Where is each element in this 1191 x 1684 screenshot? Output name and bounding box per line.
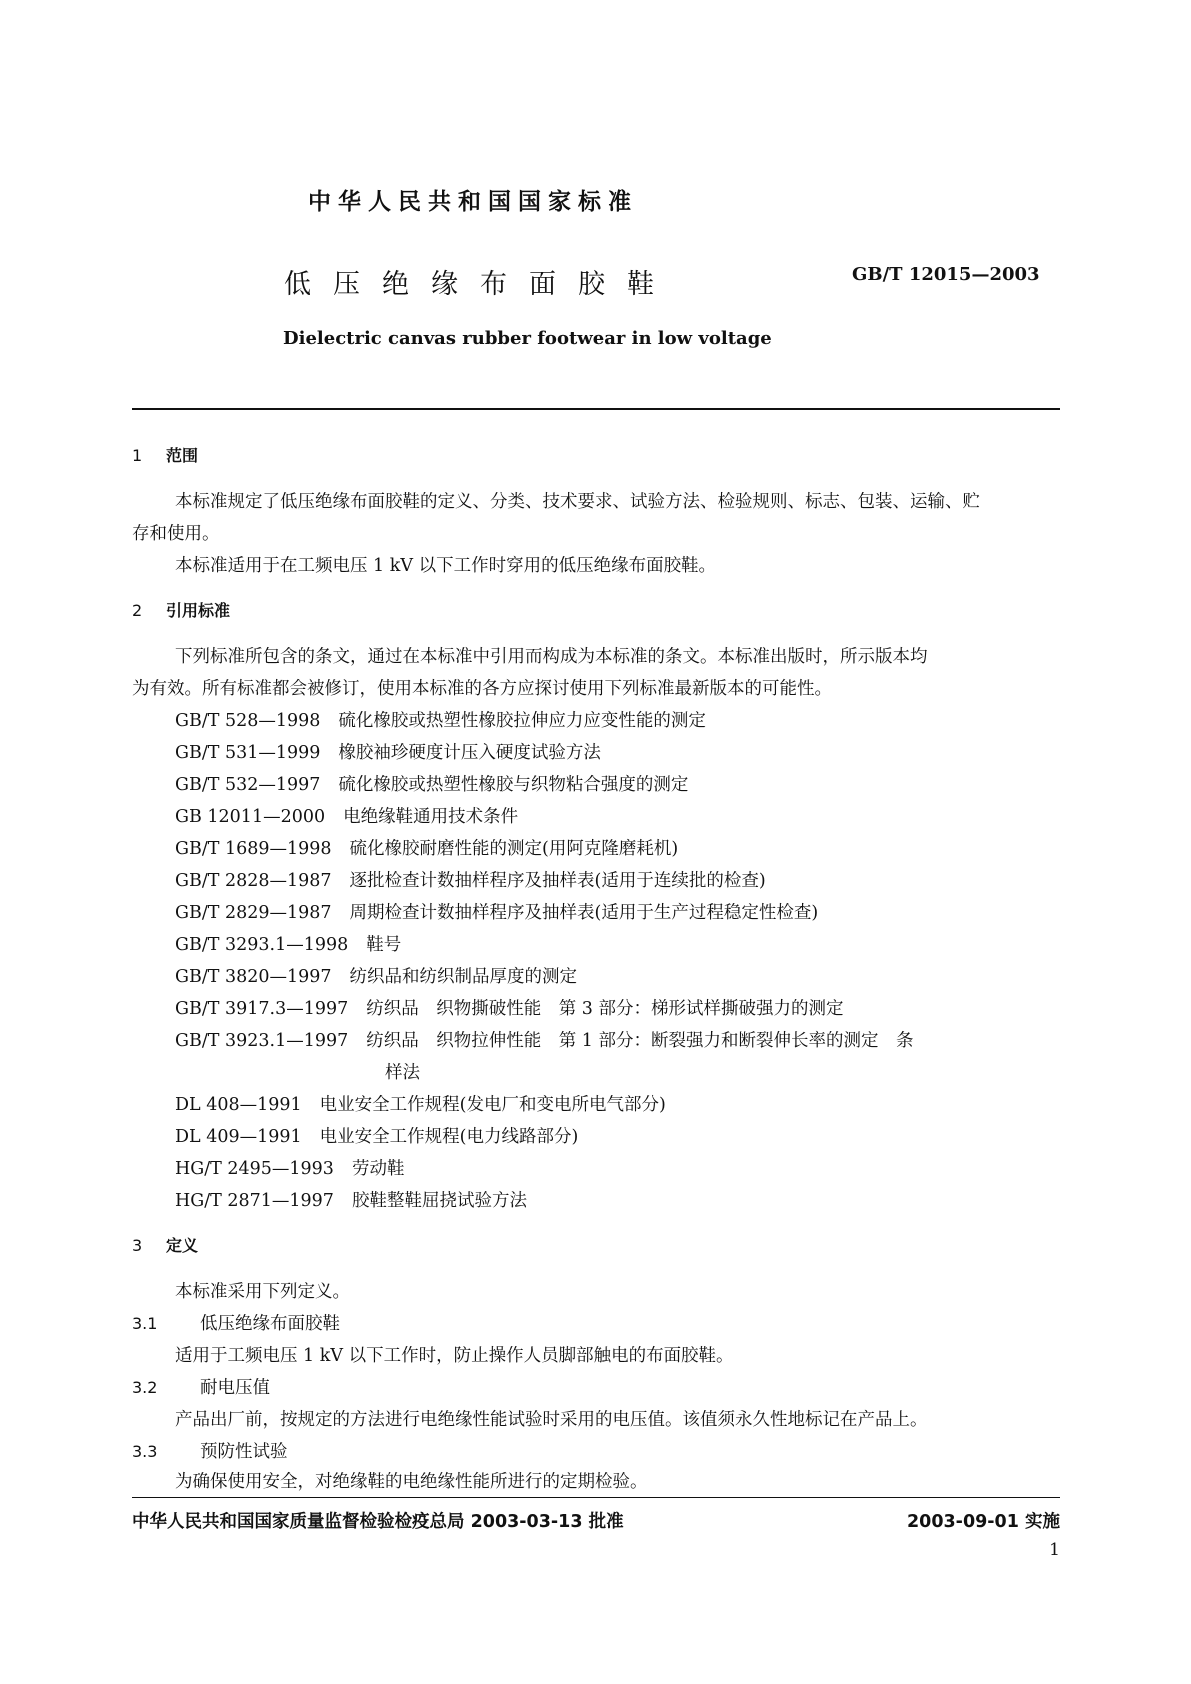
section-number: 3 bbox=[132, 1236, 143, 1255]
section-3-heading bbox=[132, 1233, 198, 1256]
reference-title: 纺织品 织物拉伸性能 第 1 部分：断裂强力和断裂伸长率的测定 条 bbox=[366, 1031, 914, 1051]
section-number: 2 bbox=[132, 601, 143, 620]
reference-title: 纺织品 织物撕破性能 第 3 部分：梯形试样撕破强力的测定 bbox=[366, 999, 844, 1019]
reference-item bbox=[175, 1027, 914, 1052]
reference-title: 硫化橡胶或热塑性橡胶拉伸应力应变性能的测定 bbox=[338, 711, 706, 731]
section-title: 引用标准 bbox=[166, 601, 231, 620]
reference-item bbox=[175, 963, 577, 988]
reference-item bbox=[175, 835, 678, 860]
reference-item bbox=[175, 707, 706, 732]
paragraph-line: 本标准适用于在工频电压 1 kV 以下工作时穿用的低压绝缘布面胶鞋。 bbox=[175, 556, 717, 576]
reference-title: 橡胶袖珍硬度计压入硬度试验方法 bbox=[338, 743, 601, 763]
definition-term bbox=[132, 1374, 270, 1399]
definition-text: 产品出厂前，按规定的方法进行电绝缘性能试验时采用的电压值。该值须永久性地标记在产品上。 bbox=[175, 1410, 928, 1430]
reference-title: 周期检查计数抽样程序及抽样表(适用于生产过程稳定性检查) bbox=[349, 903, 819, 923]
reference-title: 纺织品和纺织制品厚度的测定 bbox=[349, 967, 578, 987]
definition-number: 3.1 bbox=[132, 1314, 158, 1333]
reference-code: GB/T 531—1999 bbox=[175, 743, 321, 763]
paragraph-line: 本标准规定了低压绝缘布面胶鞋的定义、分类、技术要求、试验方法、检验规则、标志、包装、运输、贮 bbox=[175, 492, 980, 512]
reference-item bbox=[175, 771, 688, 796]
reference-code: DL 408—1991 bbox=[175, 1095, 302, 1115]
reference-title: 胶鞋整鞋屈挠试验方法 bbox=[351, 1191, 527, 1211]
reference-title: 逐批检查计数抽样程序及抽样表(适用于连续批的检查) bbox=[349, 871, 766, 891]
reference-code: GB/T 1689—1998 bbox=[175, 839, 332, 859]
paragraph-line: 下列标准所包含的条文，通过在本标准中引用而构成为本标准的条文。本标准出版时，所示版本均 bbox=[175, 647, 928, 667]
national-standard-heading: 中华人民共和国国家标准 bbox=[308, 188, 638, 215]
reference-code: GB/T 2828—1987 bbox=[175, 871, 332, 891]
section-title: 范围 bbox=[166, 446, 199, 465]
term-label: 低压绝缘布面胶鞋 bbox=[200, 1314, 340, 1334]
reference-title: 电业安全工作规程(发电厂和变电所电气部分) bbox=[319, 1095, 666, 1115]
term-label: 预防性试验 bbox=[200, 1442, 288, 1462]
definition-text: 为确保使用安全，对绝缘鞋的电绝缘性能所进行的定期检验。 bbox=[175, 1472, 648, 1492]
reference-item bbox=[175, 899, 818, 924]
reference-item bbox=[175, 867, 766, 892]
reference-code: DL 409—1991 bbox=[175, 1127, 302, 1147]
section-2-heading bbox=[132, 598, 230, 621]
reference-title: 劳动鞋 bbox=[351, 1159, 405, 1179]
paragraph-line: 本标准采用下列定义。 bbox=[175, 1282, 350, 1302]
reference-title: 电业安全工作规程(电力线路部分) bbox=[319, 1127, 579, 1147]
paragraph-line: 存和使用。 bbox=[132, 524, 220, 544]
reference-code: GB/T 528—1998 bbox=[175, 711, 321, 731]
english-title: Dielectric canvas rubber footwear in low voltage bbox=[283, 328, 772, 349]
reference-item bbox=[175, 803, 518, 828]
reference-code: HG/T 2495—1993 bbox=[175, 1159, 334, 1179]
approval-line: 中华人民共和国国家质量监督检验检疫总局 2003-03-13 批准 bbox=[132, 1512, 624, 1532]
standard-code: GB/T 12015—2003 bbox=[852, 264, 1040, 285]
reference-code: GB/T 532—1997 bbox=[175, 775, 321, 795]
reference-item bbox=[175, 995, 844, 1020]
section-title: 定义 bbox=[166, 1236, 199, 1255]
reference-item bbox=[175, 739, 601, 764]
reference-item bbox=[175, 1123, 578, 1148]
section-1-heading bbox=[132, 443, 198, 466]
top-divider bbox=[132, 408, 1060, 410]
effective-date: 2003-09-01 实施 bbox=[906, 1512, 1060, 1532]
reference-item bbox=[175, 1187, 527, 1212]
reference-title: 硫化橡胶耐磨性能的测定(用阿克隆磨耗机) bbox=[349, 839, 679, 859]
reference-code: GB/T 2829—1987 bbox=[175, 903, 332, 923]
reference-code: GB/T 3923.1—1997 bbox=[175, 1031, 349, 1051]
section-number: 1 bbox=[132, 446, 143, 465]
reference-item bbox=[175, 931, 401, 956]
term-label: 耐电压值 bbox=[200, 1378, 270, 1398]
definition-number: 3.3 bbox=[132, 1442, 158, 1461]
paragraph-line: 为有效。所有标准都会被修订，使用本标准的各方应探讨使用下列标准最新版本的可能性。 bbox=[132, 679, 832, 699]
reference-title-continuation: 样法 bbox=[385, 1063, 420, 1083]
document-title: 低压绝缘布面胶鞋 bbox=[284, 269, 676, 300]
reference-title: 硫化橡胶或热塑性橡胶与织物粘合强度的测定 bbox=[338, 775, 689, 795]
definition-term bbox=[132, 1438, 288, 1463]
footer-divider bbox=[132, 1497, 1060, 1498]
definition-term bbox=[132, 1310, 340, 1335]
reference-code: GB 12011—2000 bbox=[175, 807, 326, 827]
reference-code: GB/T 3820—1997 bbox=[175, 967, 332, 987]
definition-number: 3.2 bbox=[132, 1378, 158, 1397]
reference-item bbox=[175, 1155, 404, 1180]
reference-code: GB/T 3293.1—1998 bbox=[175, 935, 349, 955]
reference-item bbox=[175, 1091, 666, 1116]
reference-title: 电绝缘鞋通用技术条件 bbox=[343, 807, 519, 827]
definition-text: 适用于工频电压 1 kV 以下工作时，防止操作人员脚部触电的布面胶鞋。 bbox=[175, 1346, 734, 1366]
reference-code: HG/T 2871—1997 bbox=[175, 1191, 334, 1211]
reference-title: 鞋号 bbox=[366, 935, 402, 955]
reference-code: GB/T 3917.3—1997 bbox=[175, 999, 349, 1019]
page-number: 1 bbox=[1049, 1540, 1060, 1560]
